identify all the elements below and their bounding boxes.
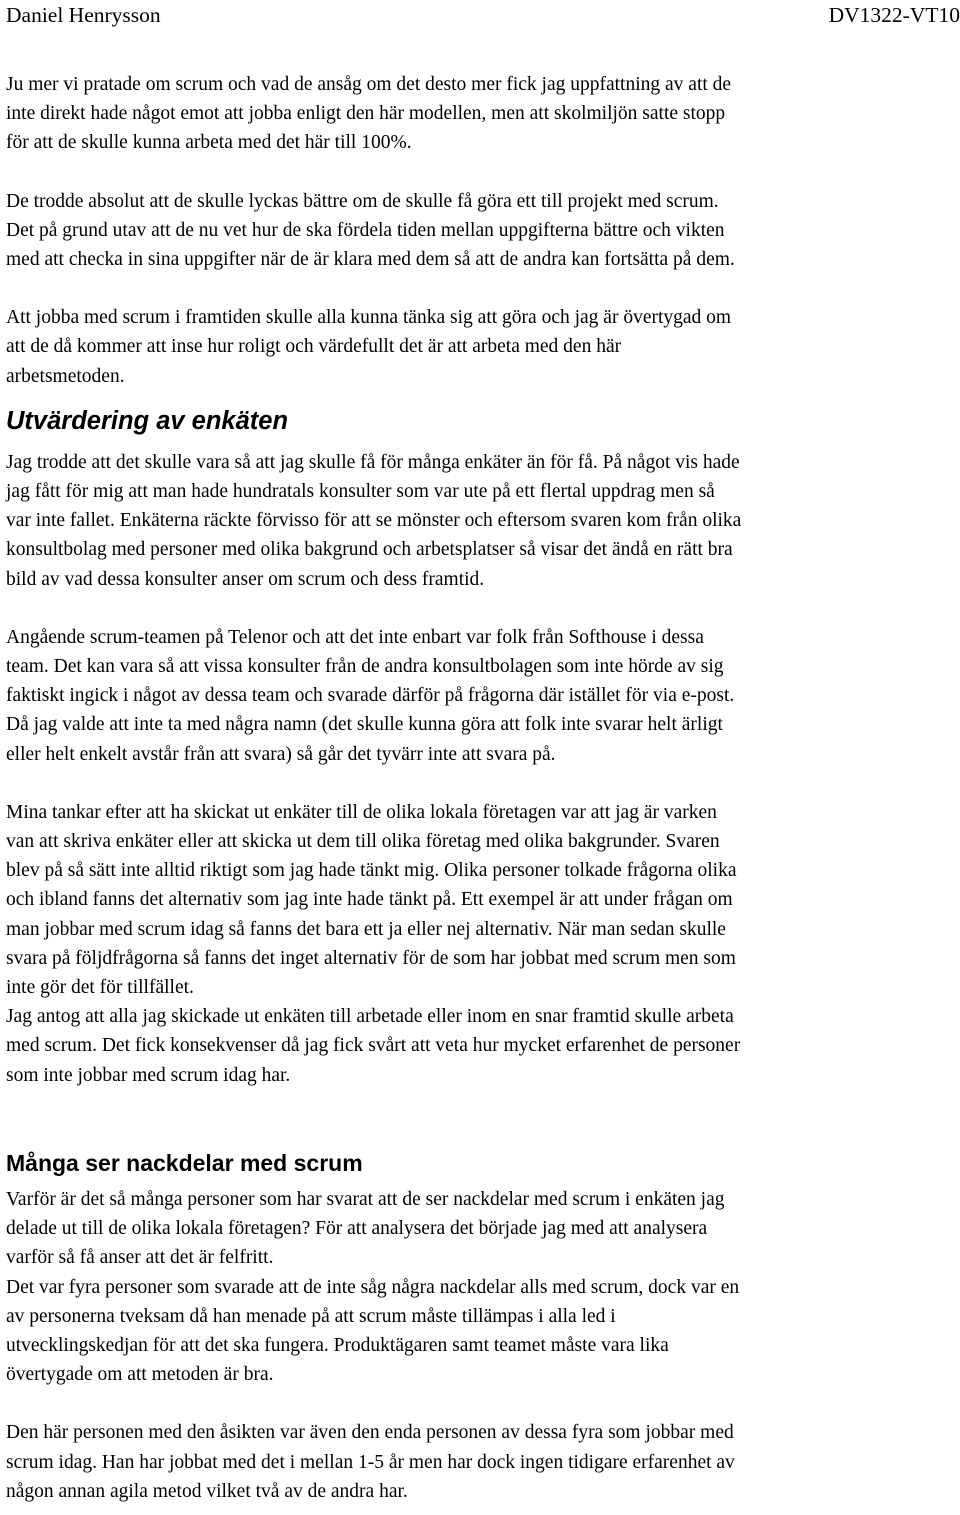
paragraph-scrum-discussion	[6, 70, 960, 158]
text-line: man jobbar med scrum idag så fanns det bara ett ja eller nej alternativ. När man sedan skulle	[6, 918, 726, 940]
heading-drawbacks: Många ser nackdelar med scrum	[6, 1149, 363, 1176]
text-line: blev på så sätt inte alltid riktigt som jag hade tänkt mig. Olika personer tolkade frågorna olika	[6, 860, 737, 882]
text-line: jag fått för mig att man hade hundratals konsulter som var ute på ett flertal uppdrag men så	[6, 481, 715, 503]
text-line: Mina tankar efter att ha skickat ut enkäter till de olika lokala företagen var att jag är varken	[6, 801, 717, 823]
text-line: eller helt enkelt avstår från att svara) så går det tyvärr inte att svara på.	[6, 743, 556, 765]
text-line: team. Det kan vara så att vissa konsulter från de andra konsultbolagen som inte hörde av sig	[6, 656, 724, 678]
paragraph-experience	[6, 1418, 960, 1506]
text-line: var inte fallet. Enkäterna räckte förvisso för att se mönster och eftersom svaren kom från olika	[6, 510, 742, 532]
text-line: som inte jobbar med scrum idag har.	[6, 1064, 291, 1086]
header-author: Daniel Henrysson	[6, 3, 161, 27]
paragraph-future-scrum	[6, 303, 960, 391]
text-line: övertygade om att metoden är bra.	[6, 1364, 274, 1386]
text-line: bild av vad dessa konsulter anser om scrum och dess framtid.	[6, 568, 485, 590]
text-line: att de då kommer att inse hur roligt och värdefullt det är att arbeta med den här	[6, 336, 622, 358]
text-line: med scrum. Det fick konsekvenser då jag fick svårt att veta hur mycket erfarenhet de personer	[6, 1035, 741, 1057]
text-line: Att jobba med scrum i framtiden skulle alla kunna tänka sig att göra och jag är övertygad om	[6, 307, 732, 329]
text-line: svara på följdfrågorna så fanns det inget alternativ för de som har jobbat med scrum men som	[6, 947, 736, 969]
text-line: Den här personen med den åsikten var även den enda personen av dessa fyra som jobbar med	[6, 1422, 734, 1444]
text-line: Det på grund utav att de nu vet hur de ska fördela tiden mellan uppgifterna bättre och vikten	[6, 219, 725, 241]
text-line: inte gör det för tillfället.	[6, 977, 194, 999]
page-header	[6, 0, 960, 30]
paragraph-better-next-project	[6, 187, 960, 275]
paragraph-survey-reflections	[6, 798, 960, 1090]
text-line: konsultbolag med personer med olika bakgrund och arbetsplatser så visar det ändå en rätt bra	[6, 539, 733, 561]
heading-survey-evaluation: Utvärdering av enkäten	[6, 406, 289, 435]
paragraph-survey-count	[6, 448, 960, 594]
text-line: van att skriva enkäter eller att skicka ut dem till olika företag med olika bakgrunder. Svaren	[6, 831, 720, 853]
text-line: Ju mer vi pratade om scrum och vad de ansåg om det desto mer fick jag uppfattning av att de	[6, 74, 732, 95]
text-line: scrum idag. Han har jobbat med det i mellan 1-5 år men har dock ingen tidigare erfarenhet av	[6, 1451, 735, 1473]
text-line: arbetsmetoden.	[6, 365, 125, 387]
text-line: av personerna tveksam då han menade på att scrum måste tillämpas i alla led i	[6, 1305, 616, 1327]
header-course-code: DV1322-VT10	[828, 3, 960, 27]
text-line: Varför är det så många personer som har svarat att de ser nackdelar med scrum i enkäten jag	[6, 1188, 725, 1210]
paragraph-telenor-teams	[6, 623, 960, 769]
paragraph-drawbacks-analysis	[6, 1185, 960, 1389]
text-line: delade ut till de olika lokala företagen? För att analysera det började jag med att analysera	[6, 1218, 708, 1240]
text-line: Det var fyra personer som svarade att de inte såg några nackdelar alls med scrum, dock var en	[6, 1276, 740, 1298]
text-line: utvecklingskedjan för att det ska fungera. Produktägaren samt teamet måste vara lika	[6, 1334, 669, 1356]
text-line: för att de skulle kunna arbeta med det här till 100%.	[6, 132, 412, 154]
text-line: Angående scrum-teamen på Telenor och att det inte enbart var folk från Softhouse i dessa	[6, 626, 704, 648]
document-page	[6, 0, 960, 1506]
text-line: varför så få anser att det är felfritt.	[6, 1247, 274, 1269]
text-line: De trodde absolut att de skulle lyckas bättre om de skulle få göra ett till projekt med scrum.	[6, 190, 719, 212]
text-line: inte direkt hade något emot att jobba enligt den här modellen, men att skolmiljön satte stopp	[6, 103, 726, 125]
text-line: faktiskt ingick i något av dessa team och svarade därför på frågorna där istället för via e-post.	[6, 685, 735, 707]
text-line: Då jag valde att inte ta med några namn (det skulle kunna göra att folk inte svarar helt ärligt	[6, 714, 723, 736]
text-line: med att checka in sina uppgifter när de är klara med dem så att de andra kan fortsätta på dem.	[6, 249, 735, 271]
text-line: Jag antog att alla jag skickade ut enkäten till arbetade eller inom en snar framtid skulle arbeta	[6, 1006, 734, 1028]
text-line: Jag trodde att det skulle vara så att jag skulle få för många enkäter än för få. På något vis hade	[6, 451, 740, 473]
text-line: och ibland fanns det alternativ som jag inte hade tänkt på. Ett exempel är att under frågan om	[6, 889, 733, 911]
text-line: någon annan agila metod vilket två av de andra har.	[6, 1480, 408, 1502]
